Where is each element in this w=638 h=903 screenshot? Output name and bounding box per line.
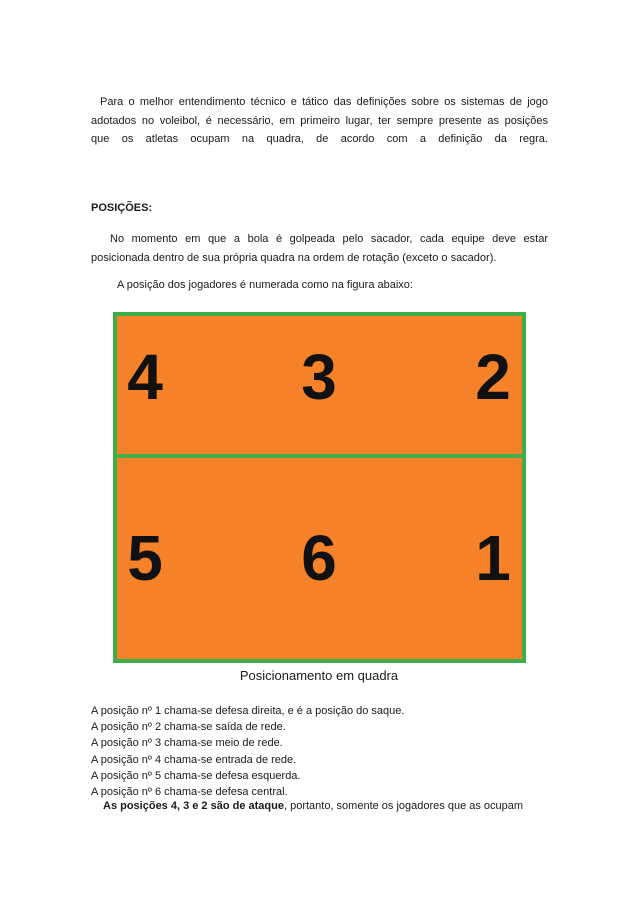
volleyball-court-figure — [113, 312, 526, 663]
list-item: A posição nº 1 chama-se defesa direita, e é a posição do saque. — [91, 705, 405, 717]
court-net-line — [117, 454, 522, 458]
position-1-number: 1 — [475, 522, 511, 594]
rotation-line-1: No momento em que a bola é golpeada pelo sacador, cada equipe deve estar — [110, 233, 548, 245]
intro-line-3: que os atletas ocupam na quadra, de acordo com a definição da regra. — [91, 133, 548, 145]
position-5-number: 5 — [127, 522, 163, 594]
list-item: A posição nº 5 chama-se defesa esquerda. — [91, 769, 301, 782]
intro-line-1: Para o melhor entendimento técnico e tático das definições sobre os sistemas de jogo — [100, 96, 548, 108]
figure-caption: Posicionamento em quadra — [239, 668, 399, 683]
position-6-number: 6 — [301, 522, 337, 594]
section-heading: POSIÇÕES: — [91, 202, 153, 214]
list-item: A posição nº 4 chama-se entrada de rede. — [91, 753, 297, 766]
rotation-paragraph — [91, 230, 548, 267]
list-item: A posição nº 3 chama-se meio de rede. — [91, 737, 283, 750]
position-4-number: 4 — [127, 341, 163, 413]
figure-intro: A posição dos jogadores é numerada como na figura abaixo: — [117, 279, 413, 291]
intro-line-2: adotados no voleibol, é necessário, em primeiro lugar, ter sempre presente as posições — [91, 114, 548, 127]
positions-list — [91, 703, 404, 800]
list-item: A posição nº 2 chama-se saída de rede. — [91, 721, 286, 734]
attack-positions-bold: As posições 4, 3 e 2 são de ataque — [103, 800, 284, 812]
attack-positions-rest: , portanto, somente os jogadores que as ocupam — [283, 800, 524, 812]
position-3-number: 3 — [301, 341, 337, 413]
list-item: A posição nº 6 chama-se defesa central. — [91, 786, 288, 799]
attack-positions-line — [91, 800, 548, 812]
position-2-number: 2 — [475, 341, 511, 413]
intro-paragraph — [91, 93, 548, 149]
rotation-line-2: posicionada dentro de sua própria quadra na ordem de rotação (exceto o sacador). — [91, 251, 497, 264]
